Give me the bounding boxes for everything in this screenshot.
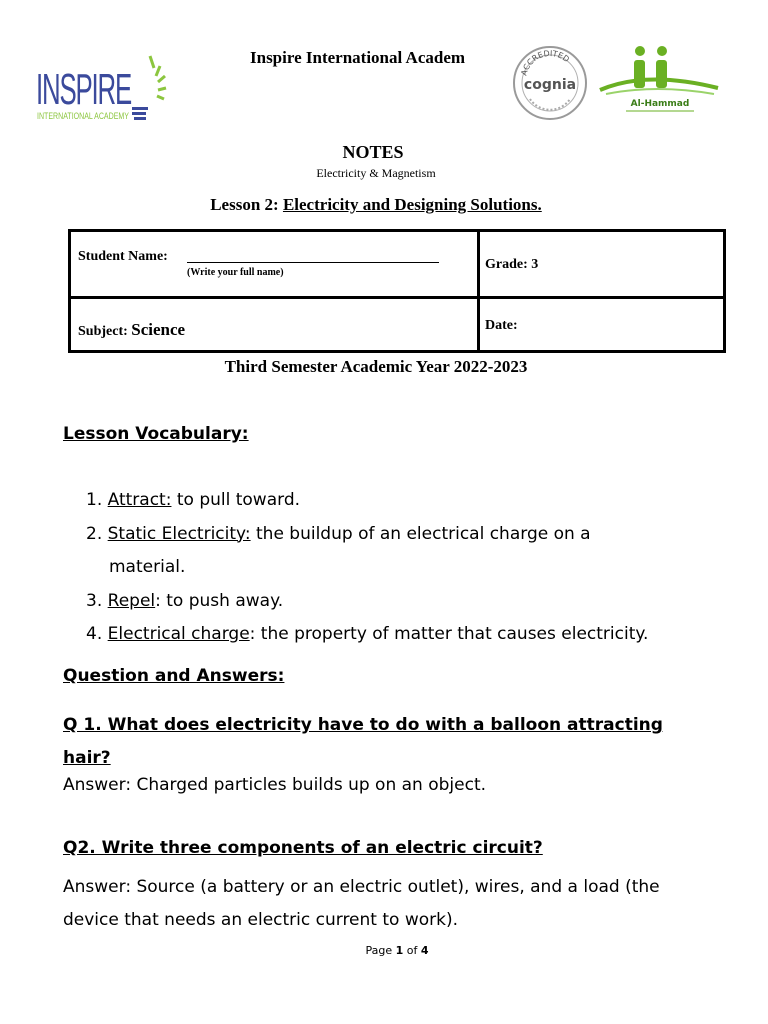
student-name-line[interactable] [187,262,439,263]
vocab-def: material. [109,557,186,577]
vocab-item [86,484,648,518]
qa-heading: Question and Answers: [63,666,285,686]
inspire-logo-text: INSPIRE [36,65,132,114]
question-1-line-1: Q 1. What does electricity have to do with a balloon attracting [63,715,663,735]
lesson-name: Electricity and Designing Solutions. [282,195,542,214]
vocab-num: 1. [86,490,103,510]
vocab-def: the buildup of an electrical charge on a [250,523,591,544]
lesson-prefix: Lesson 2: [210,195,283,214]
vocab-def: : the property of matter that causes electricity. [249,624,649,644]
vocab-num: 4. [86,624,103,644]
vocab-term: Repel [107,590,156,611]
vocab-term: Electrical charge [107,624,250,644]
student-name-hint: (Write your full name) [187,267,284,278]
alhammad-logo-text: Al-Hammad [630,99,690,109]
subject-value: Science [131,320,186,339]
subject-label: Subject: [78,324,128,339]
grade-value: 3 [531,257,539,272]
vocab-item-continuation [86,551,648,585]
answer-2-line-1: Answer: Source (a battery or an electric outlet), wires, and a load (the [63,877,660,897]
vocab-num: 3. [86,590,103,611]
page-word: Page [365,944,393,957]
answer-1: Answer: Charged particles builds up on an object. [63,775,487,795]
vocab-term: Attract: [107,490,172,510]
grade-field [485,257,538,273]
page-total: 4 [420,944,429,957]
grade-label: Grade: [485,257,528,272]
inspire-logo [36,52,171,127]
vocab-item [86,618,648,652]
vocabulary-list [86,484,648,652]
date-label: Date: [485,318,518,333]
student-info-table [68,229,726,353]
subject-field [78,320,185,340]
vocab-item [86,518,648,552]
vocab-def: : to push away. [155,590,284,611]
question-2: Q2. Write three components of an electric circuit? [63,838,543,858]
notes-title: NOTES [342,142,404,162]
page-current: 1 [395,944,404,957]
vocab-item [86,585,648,619]
lesson-title [0,195,752,215]
vocab-def: to pull toward. [171,490,301,510]
semester-line: Third Semester Academic Year 2022-2023 [224,357,528,376]
question-1-line-2: hair? [63,748,111,768]
answer-2 [63,871,743,937]
cognia-top-text: ACCREDITED [519,48,571,77]
school-name: Inspire International Academ [250,48,466,67]
vocabulary-heading: Lesson Vocabulary: [63,424,249,444]
vocab-term: Static Electricity: [107,523,251,544]
vocab-num: 2. [86,523,103,544]
answer-2-line-2: device that needs an electric current to work). [63,910,459,930]
inspire-logo-subtitle: INTERNATIONAL ACADEMY [37,111,129,121]
of-word: of [406,944,418,957]
student-name-label: Student Name: [78,249,168,264]
alhammad-logo [596,44,722,116]
cognia-seal [512,44,588,122]
question-1 [63,709,723,775]
page-number [0,944,768,957]
unit-title: Electricity & Magnetism [316,166,436,180]
cognia-center-text: cognia [523,77,577,93]
